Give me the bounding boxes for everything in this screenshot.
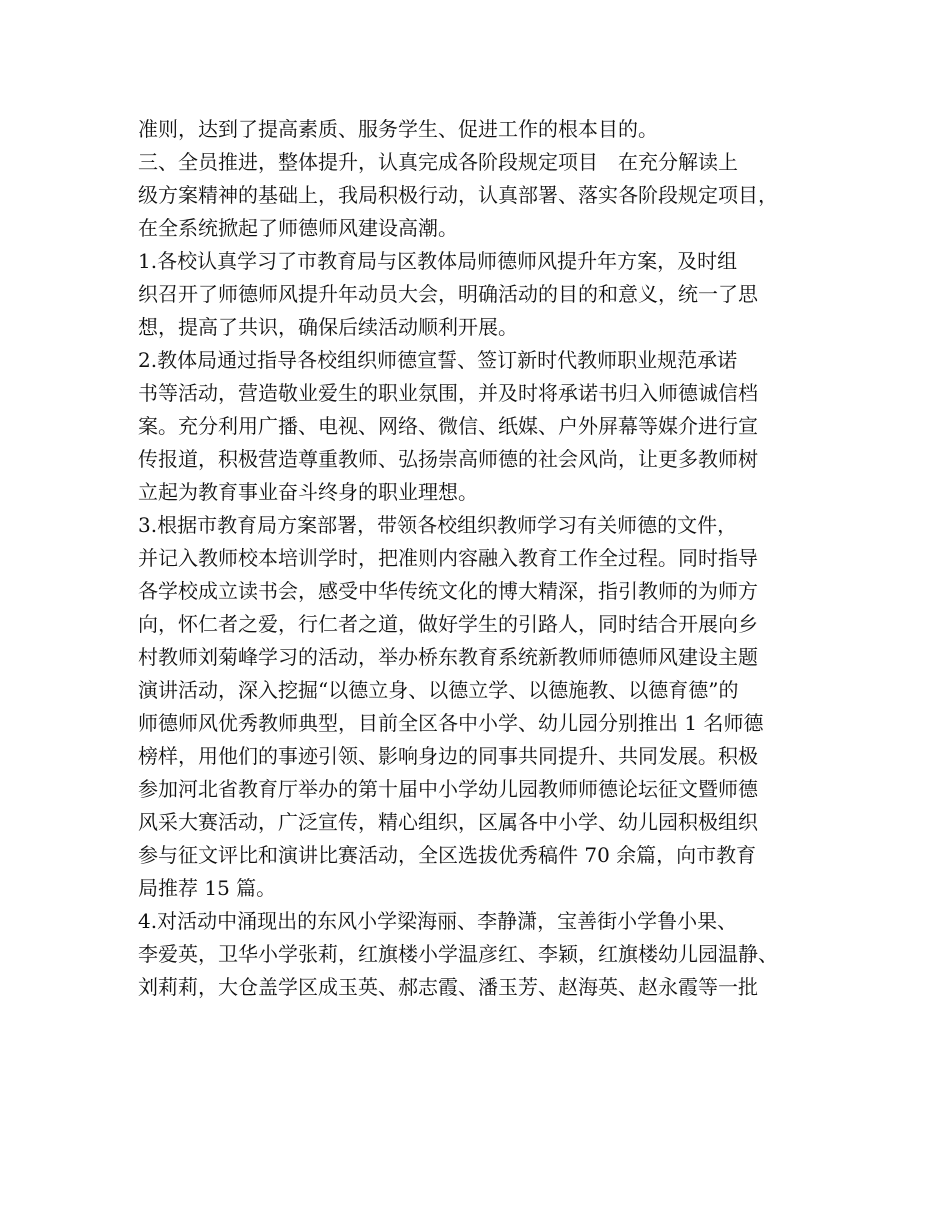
text-line: 演讲活动，深入挖掘“以德立身、以德立学、以德施教、以德育德”的: [138, 678, 739, 702]
text-line: 准则，达到了提高素质、服务学生、促进工作的根本目的。: [138, 117, 658, 141]
text-line: 局推荐 15 篇。: [138, 876, 277, 900]
text-line: 并记入教师校本培训学时，把准则内容融入教育工作全过程。同时指导: [138, 546, 758, 570]
list-item-4-line: 4.对活动中涌现出的东风小学梁海丽、李静潇，宝善街小学鲁小果、: [138, 909, 738, 933]
list-item-2-line: 2.教体局通过指导各校组织师德宣誓、签订新时代教师职业规范承诺: [138, 348, 738, 372]
list-item-3-line: 3.根据市教育局方案部署，带领各校组织教师学习有关师德的文件，: [138, 513, 738, 537]
text-line: 各学校成立读书会，感受中华传统文化的博大精深，指引教师的为师方: [138, 579, 758, 603]
text-line: 级方案精神的基础上，我局积极行动，认真部署、落实各阶段规定项目，: [138, 183, 778, 207]
document-body: [138, 113, 828, 1004]
text-line: 书等活动，营造敬业爱生的职业氛围，并及时将承诺书归入师德诚信档: [138, 381, 758, 405]
text-line: 刘莉莉，大仓盖学区成玉英、郝志霞、潘玉芳、赵海英、赵永霞等一批: [138, 975, 758, 999]
text-line: 向，怀仁者之爱，行仁者之道，做好学生的引路人，同时结合开展向乡: [138, 612, 758, 636]
text-line: 想，提高了共识，确保后续活动顺利开展。: [138, 315, 518, 339]
text-line: 立起为教育事业奋斗终身的职业理想。: [138, 480, 478, 504]
text-line: 织召开了师德师风提升年动员大会，明确活动的目的和意义，统一了思: [138, 282, 758, 306]
list-item-1-line: 1.各校认真学习了市教育局与区教体局师德师风提升年方案，及时组: [138, 249, 738, 273]
text-line: 村教师刘菊峰学习的活动，举办桥东教育系统新教师师德师风建设主题: [138, 645, 758, 669]
text-line: 风采大赛活动，广泛宣传，精心组织，区属各中小学、幼儿园积极组织: [138, 810, 758, 834]
text-line: 师德师风优秀教师典型，目前全区各中小学、幼儿园分别推出 1 名师德: [138, 711, 764, 735]
text-line: 参加河北省教育厅举办的第十届中小学幼儿园教师师德论坛征文暨师德: [138, 777, 758, 801]
text-line: 李爱英，卫华小学张莉，红旗楼小学温彦红、李颖，红旗楼幼儿园温静、: [138, 942, 778, 966]
text-line: 传报道，积极营造尊重教师、弘扬崇高师德的社会风尚，让更多教师树: [138, 447, 758, 471]
text-line: 榜样，用他们的事迹引领、影响身边的同事共同提升、共同发展。积极: [138, 744, 758, 768]
text-line: 案。充分利用广播、电视、网络、微信、纸媒、户外屏幕等媒介进行宣: [138, 414, 758, 438]
text-line: 在全系统掀起了师德师风建设高潮。: [138, 216, 458, 240]
section-heading-line: 三、全员推进，整体提升，认真完成各阶段规定项目 在充分解读上: [138, 150, 738, 174]
text-line: 参与征文评比和演讲比赛活动，全区选拔优秀稿件 70 余篇，向市教育: [138, 843, 757, 867]
